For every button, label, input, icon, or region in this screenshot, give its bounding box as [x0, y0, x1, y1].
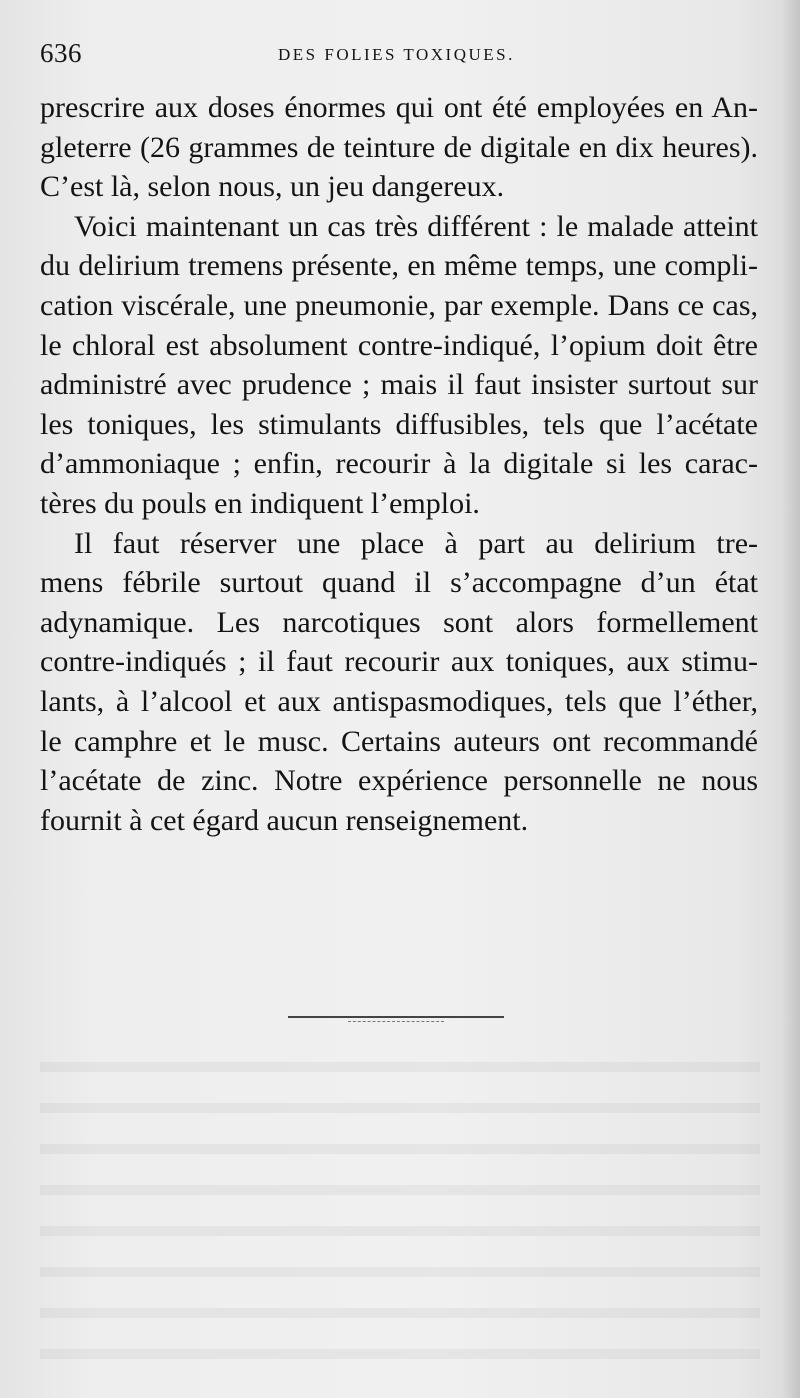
section-divider-rule [288, 1016, 504, 1018]
show-through-bleed [40, 1040, 760, 1360]
text-line: Il faut réserver une place à part au delirium tre- [74, 526, 758, 560]
text-line: les toniques, les stimulants diffusibles, tels que l’acétate [40, 407, 758, 441]
running-head: DES FOLIES TOXIQUES. [278, 45, 515, 64]
text-line: C’est là, selon nous, un jeu dangereux. [40, 170, 505, 204]
text-line: contre-indiqués ; il faut recourir aux toniques, aux stimu- [40, 645, 758, 679]
text-line: administré avec prudence ; mais il faut insister surtout sur [40, 368, 758, 402]
text-line: fournit à cet égard aucun renseignement. [40, 803, 529, 837]
text-line: l’acétate de zinc. Notre expérience personnelle ne nous [40, 764, 758, 798]
page-header [40, 38, 760, 74]
text-line: d’ammoniaque ; enfin, recourir à la digitale si les carac- [40, 447, 758, 481]
text-line: mens fébrile surtout quand il s’accompagne d’un état [40, 566, 758, 600]
text-line: Voici maintenant un cas très différent : le malade atteint [74, 209, 758, 243]
text-line: lants, à l’alcool et aux antispasmodiques, tels que l’éther, [40, 684, 758, 718]
text-line: gleterre (26 grammes de teinture de digitale en dix heures). [40, 130, 758, 164]
body-text [40, 88, 758, 840]
page-edge-shadow [782, 0, 800, 1398]
text-line: le chloral est absolument contre-indiqué, l’opium doit être [40, 328, 758, 362]
text-line: le camphre et le musc. Certains auteurs ont recommandé [40, 724, 758, 758]
text-line: cation viscérale, une pneumonie, par exemple. Dans ce cas, [40, 288, 758, 322]
page-number: 636 [40, 38, 82, 68]
text-line: prescrire aux doses énormes qui ont été employées en An- [40, 91, 758, 124]
text-line: tères du pouls en indiquent l’emploi. [40, 486, 480, 520]
text-line: adynamique. Les narcotiques sont alors formellement [40, 605, 758, 639]
text-line: du delirium tremens présente, en même temps, une compli- [40, 249, 758, 283]
